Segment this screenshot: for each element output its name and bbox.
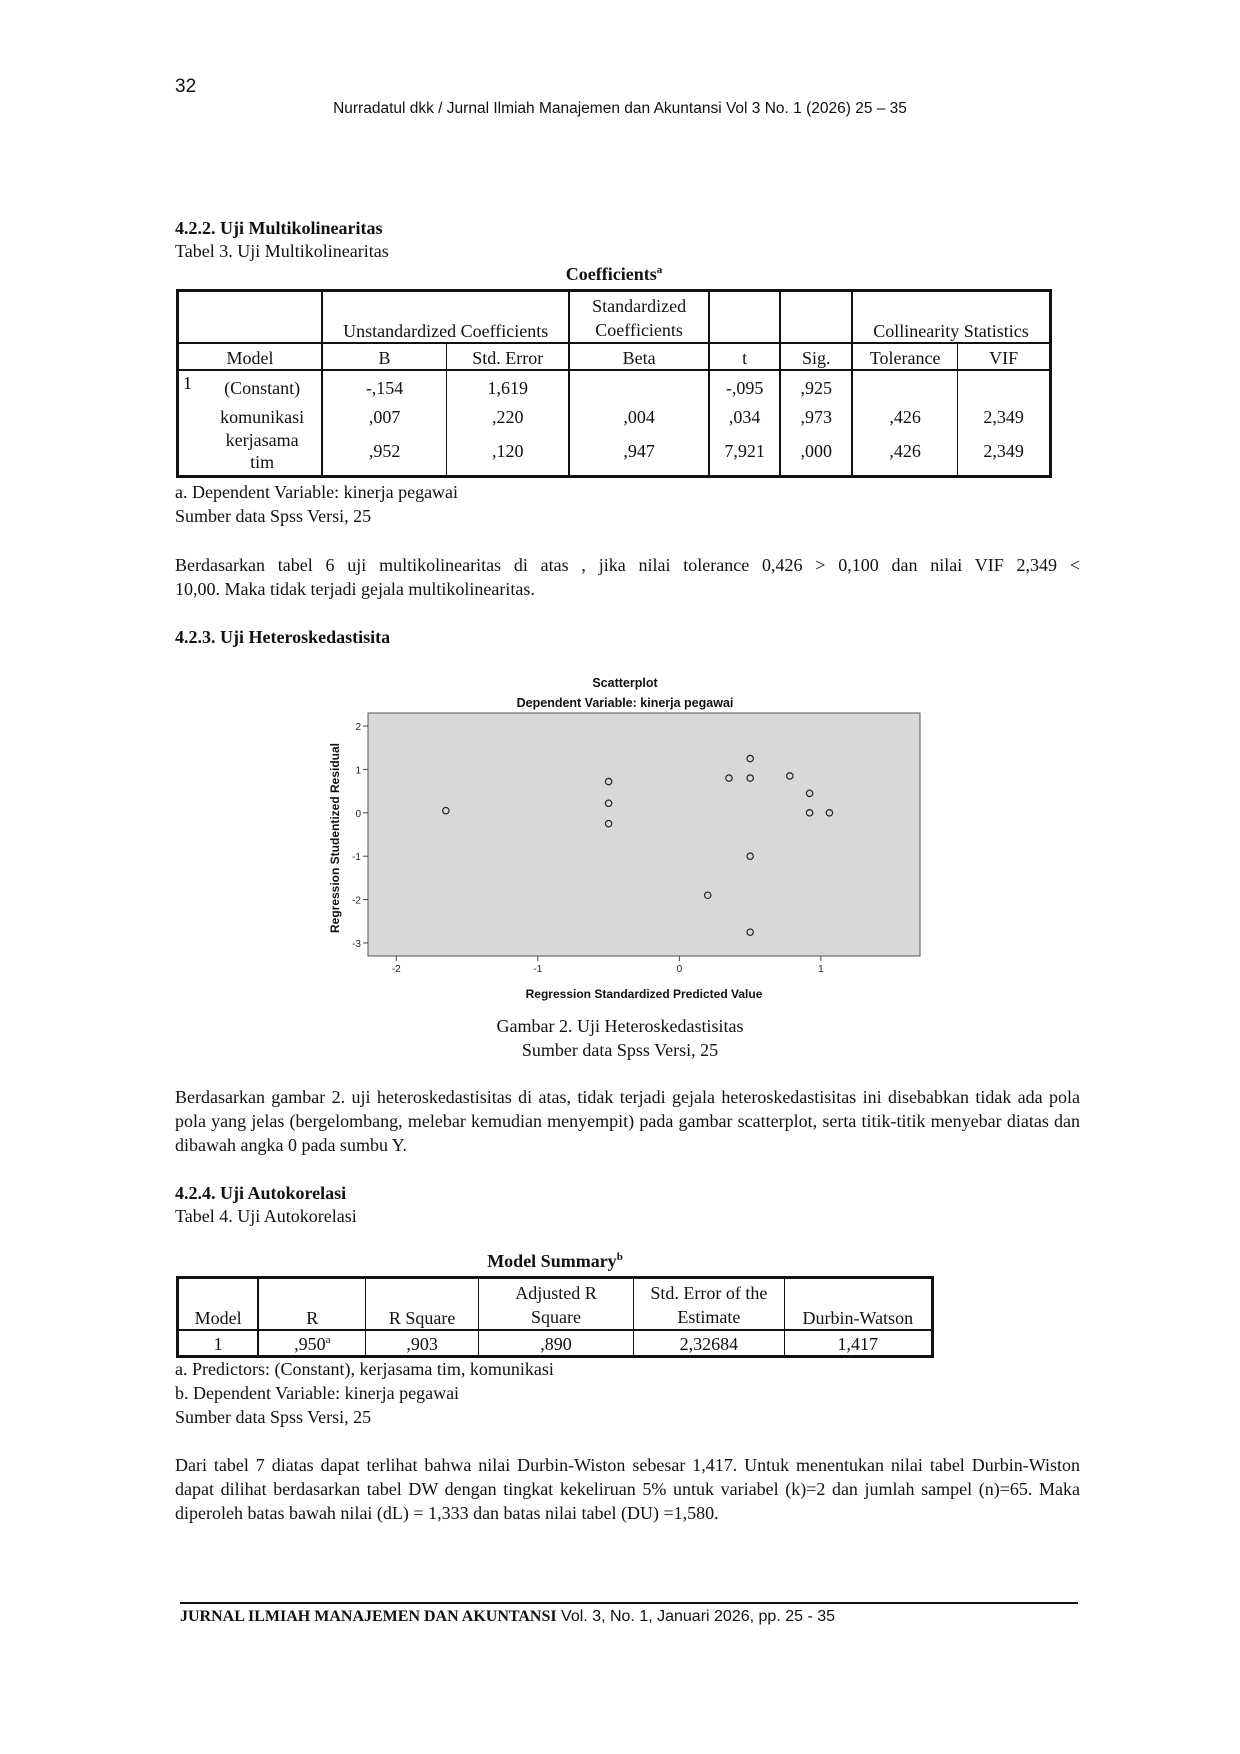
table-corner [178, 291, 322, 343]
page-number: 32 [175, 76, 197, 97]
col-header-beta: Beta [569, 343, 708, 370]
col-header-t: t [709, 343, 781, 370]
cell-model: 1 [178, 1330, 259, 1357]
col-header-std-error-estimate: Std. Error of the Estimate [634, 1278, 784, 1330]
chart-subtitle: Dependent Variable: kinerja pegawai [516, 696, 734, 710]
row-label-kerjasama-tim: kerjasama tim [203, 428, 322, 477]
cell-r: ,950$^a$ [258, 1330, 366, 1357]
cell-sig: ,925 [780, 370, 852, 399]
cell-std-error: ,120 [447, 428, 570, 477]
table-caption: Tabel 4. Uji Autokorelasi [175, 1206, 357, 1226]
model-number: 1 [178, 370, 204, 477]
cell-tolerance: ,426 [852, 399, 958, 428]
cell-tolerance: ,426 [852, 428, 958, 477]
y-tick-label: 0 [355, 808, 361, 820]
x-tick-label: 1 [818, 964, 824, 975]
cell-t: -,095 [709, 370, 781, 399]
table-source: Sumber data Spss Versi, 25 [175, 506, 372, 526]
y-tick-label: -1 [352, 852, 361, 864]
table-note: a. Dependent Variable: kinerja pegawai [175, 482, 459, 502]
cell-tolerance [852, 370, 958, 399]
table-title: Model Summary$^b$ [487, 1251, 623, 1271]
col-header-sig: Sig. [780, 343, 852, 370]
figure-source: Sumber data Spss Versi, 25 [521, 1040, 719, 1060]
scatterplot-figure [325, 673, 945, 1015]
col-header-b: B [322, 343, 447, 370]
table-note-b: b. Dependent Variable: kinerja pegawai [175, 1383, 460, 1403]
header-collinearity: Collinearity Statistics [852, 291, 1051, 343]
x-tick-label: 0 [676, 964, 683, 975]
chart-title: Scatterplot [592, 676, 658, 690]
header-unstandardized: Unstandardized Coefficients [322, 291, 569, 343]
cell-b: ,007 [322, 399, 447, 428]
cell-b: -,154 [322, 370, 447, 399]
table-source: Sumber data Spss Versi, 25 [175, 1407, 372, 1427]
y-tick-label: -3 [352, 938, 361, 950]
cell-std-error: 1,619 [447, 370, 570, 399]
cell-durbin-watson: 1,417 [784, 1330, 932, 1357]
y-tick-label: 1 [355, 765, 361, 777]
running-head: Nurradatul dkk / Jurnal Ilmiah Manajemen dan Akuntansi Vol 3 No. 1 (2026) 25 – 35 [333, 100, 907, 117]
y-tick-label: -2 [352, 895, 361, 907]
cell-sig: ,973 [780, 399, 852, 428]
section-heading-multikolinearitas: 4.2.2. Uji Multikolinearitas [175, 218, 383, 238]
col-header-tolerance: Tolerance [852, 343, 958, 370]
col-header-r-square: R Square [366, 1278, 479, 1330]
col-header-vif: VIF [958, 343, 1051, 370]
col-header-model: Model [178, 1278, 259, 1330]
x-tick-label: -2 [391, 964, 401, 975]
footer-issue: Vol. 3, No. 1, Januari 2026, pp. 25 - 35 [556, 1608, 836, 1625]
y-axis-label: Regression Studentized Residual [328, 742, 342, 934]
cell-sig: ,000 [780, 428, 852, 477]
table-title: Coefficients$^a$ [565, 264, 663, 284]
cell-t: ,034 [709, 399, 781, 428]
model-summary-table [176, 1276, 934, 1358]
col-header-r: R [258, 1278, 366, 1330]
cell-adjusted-r-square: ,890 [478, 1330, 633, 1357]
paragraph-multikolinearitas: Berdasarkan tabel 6 uji multikolinearitas di atas , jika nilai tolerance 0,426 > 0,100 dan nilai VIF 2,349 < 10,00. Maka tidak terjadi gejala multikolinearitas. [175, 555, 1080, 599]
header-standardized: Standardized Coefficients [569, 291, 708, 343]
col-header-adjusted-r-square: Adjusted R Square [478, 1278, 633, 1330]
paragraph-heteroskedastisitas: Berdasarkan gambar 2. uji heteroskedastisitas di atas, tidak terjadi gejala heteroskedastisitas ini disebabkan tidak ada pola pola yang jelas (bergelombang, melebar kemudian menyempit) pada gambar scatterplot, serta titik-titik menyebar diatas dan dibawah angka 0 pada sumbu Y. [175, 1087, 1080, 1155]
section-heading-autokorelasi: 4.2.4. Uji Autokorelasi [175, 1183, 347, 1203]
header-sig-group [780, 291, 852, 343]
footer-rule [180, 1602, 1078, 1604]
cell-r-square: ,903 [366, 1330, 479, 1357]
cell-b: ,952 [322, 428, 447, 477]
col-header-model: Model [178, 343, 322, 370]
footer-journal: JURNAL ILMIAH MANAJEMEN DAN AKUNTANSI [180, 1608, 557, 1625]
table-note-a: a. Predictors: (Constant), kerjasama tim, komunikasi [175, 1359, 554, 1379]
row-label-constant: (Constant) [203, 370, 322, 399]
section-heading-heteroskedastisitas: 4.2.3. Uji Heteroskedastisita [175, 627, 391, 647]
cell-beta: ,004 [569, 399, 708, 428]
table-caption: Tabel 3. Uji Multikolinearitas [175, 241, 389, 261]
cell-std-error: ,220 [447, 399, 570, 428]
row-label-komunikasi: komunikasi [203, 399, 322, 428]
cell-vif: 2,349 [958, 428, 1051, 477]
footer [180, 1608, 835, 1626]
cell-std-error-estimate: 2,32684 [634, 1330, 784, 1357]
cell-vif: 2,349 [958, 399, 1051, 428]
col-header-durbin-watson: Durbin-Watson [784, 1278, 932, 1330]
paragraph-autokorelasi: Dari tabel 7 diatas dapat terlihat bahwa nilai Durbin-Wiston sebesar 1,417. Untuk menentukan nilai tabel Durbin-Wiston dapat dilihat berdasarkan tabel DW dengan tingkat kekeliruan 5% untuk variabel (k)=2 dan jumlah sampel (n)=65. Maka diperoleh batas bawah nilai (dL) = 1,333 dan batas nilai tabel (DU) =1,580. [175, 1455, 1080, 1523]
coefficients-table [176, 289, 1052, 478]
col-header-std-error: Std. Error [447, 343, 570, 370]
x-tick-label: -1 [533, 964, 543, 975]
cell-vif [958, 370, 1051, 399]
cell-beta: ,947 [569, 428, 708, 477]
figure-caption: Gambar 2. Uji Heteroskedastisitas [496, 1016, 744, 1036]
header-t-group [709, 291, 781, 343]
x-axis-label: Regression Standardized Predicted Value [525, 987, 763, 1001]
cell-t: 7,921 [709, 428, 781, 477]
y-tick-label: 2 [355, 722, 361, 734]
cell-beta [569, 370, 708, 399]
plot-area [368, 713, 920, 956]
